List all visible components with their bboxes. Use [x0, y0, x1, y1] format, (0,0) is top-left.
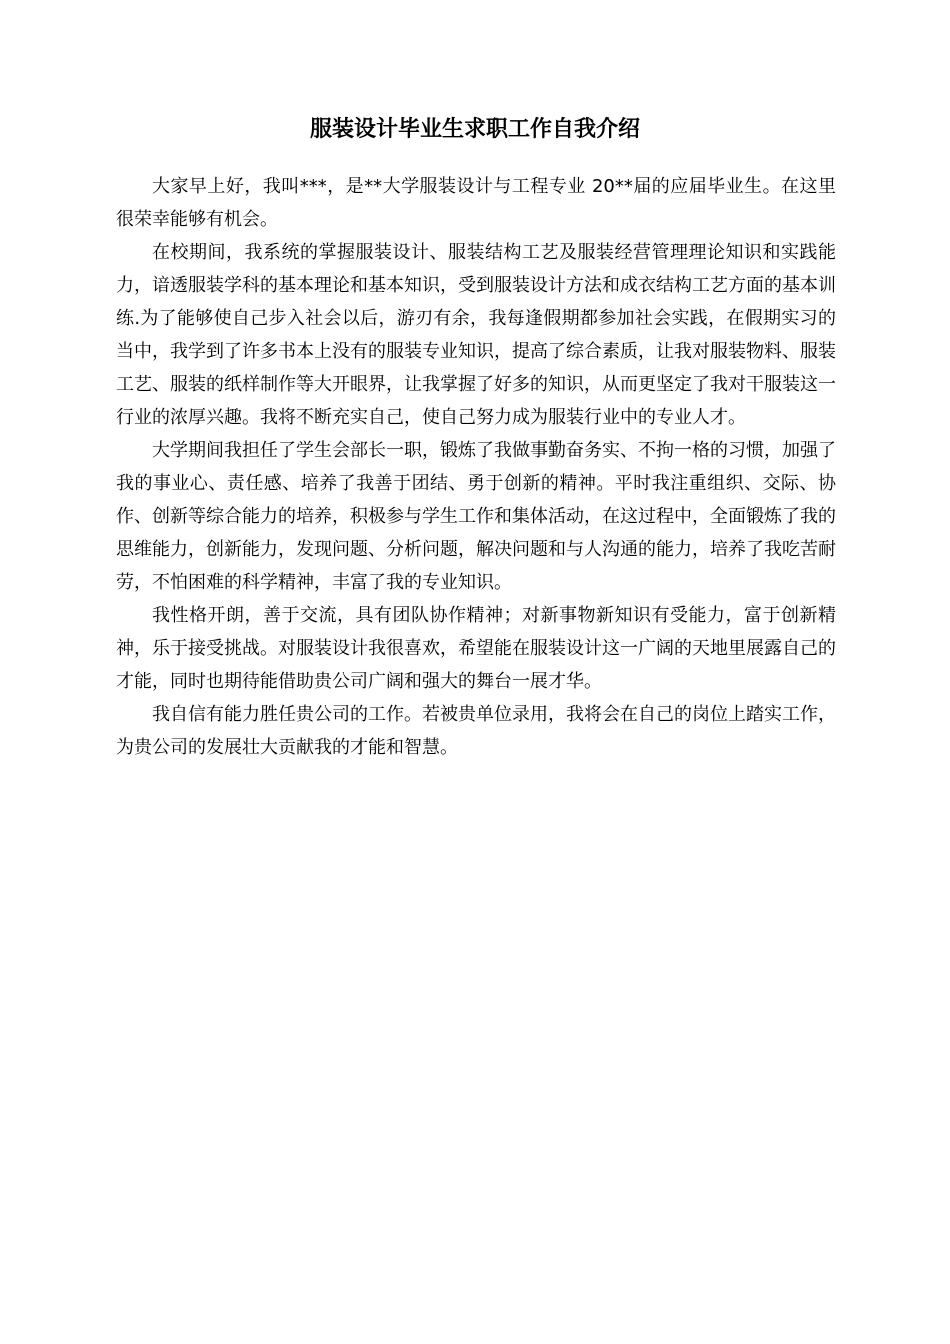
paragraph-closing: 我自信有能力胜任贵公司的工作。若被贵单位录用，我将会在自己的岗位上踏实工作，为贵公司的发展壮大贡献我的才能和智慧。: [116, 704, 836, 758]
paragraph-greeting: 大家早上好，我叫***，是**大学服装设计与工程专业 20**届的应届毕业生。在这里很荣幸能够有机会。: [116, 176, 836, 230]
paragraph-school-period: 在校期间，我系统的掌握服装设计、服装结构工艺及服装经营管理理论知识和实践能力，谙透服装学科的基本理论和基本知识，受到服装设计方法和成衣结构工艺方面的基本训练.为了能够使自己步入社会以后，游刃有余，我每逢假期都参加社会实践，在假期实习的当中，我学到了许多书本上没有的服装专业知识，提高了综合素质，让我对服装物料、服装工艺、服装的纸样制作等大开眼界，让我掌握了好多的知识，从而更坚定了我对干服装这一行业的浓厚兴趣。我将不断充实自己，使自己努力成为服装行业中的专业人才。: [116, 242, 836, 428]
document-body: [116, 170, 836, 764]
paragraph-student-union: 大学期间我担任了学生会部长一职，锻炼了我做事勤奋务实、不拘一格的习惯，加强了我的事业心、责任感、培养了我善于团结、勇于创新的精神。平时我注重组织、交际、协作、创新等综合能力的培养，积极参与学生工作和集体活动，在这过程中，全面锻炼了我的思维能力，创新能力，发现问题、分析问题，解决问题和与人沟通的能力，培养了我吃苦耐劳，不怕困难的科学精神，丰富了我的专业知识。: [116, 440, 836, 593]
document-title: 服装设计毕业生求职工作自我介绍: [309, 117, 640, 142]
paragraph-personality: 我性格开朗，善于交流，具有团队协作精神；对新事物新知识有受能力，富于创新精神，乐于接受挑战。对服装设计我很喜欢，希望能在服装设计这一广阔的天地里展露自己的才能，同时也期待能借助贵公司广阔和强大的舞台一展才华。: [116, 605, 836, 692]
